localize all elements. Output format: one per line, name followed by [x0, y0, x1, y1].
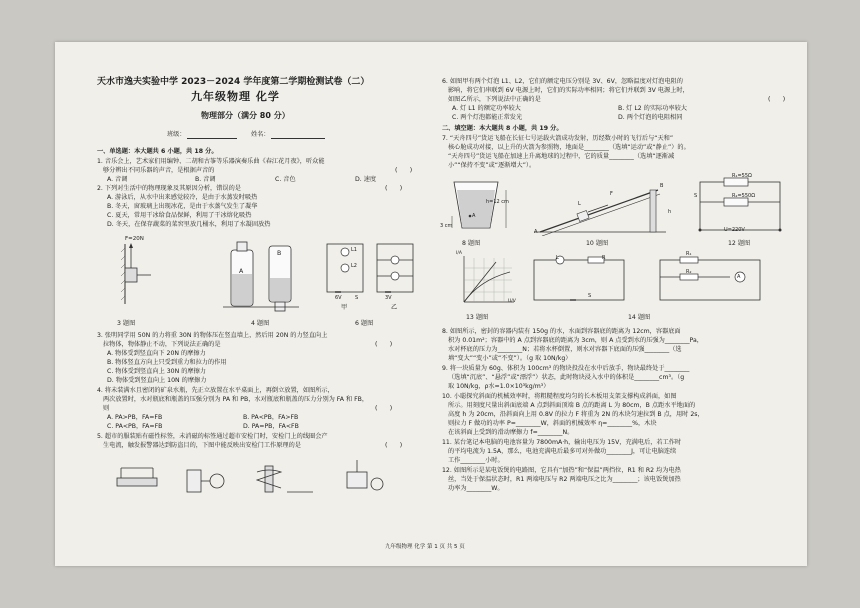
figure-4-caption: 4 题图	[251, 320, 270, 327]
figure-10-point-a: A	[534, 229, 538, 235]
figure-12-caption: 12 题图	[728, 240, 751, 247]
figure-10-incline	[530, 178, 670, 236]
q10-line4: 则拉力 F 做功的功率 P=________W，斜面的机械效率 η=________%，木块	[448, 420, 657, 427]
section1-heading: 一、单选题：本大题共 6 小题，共 18 分。	[97, 148, 218, 155]
figure-6-l2: L2	[351, 263, 357, 269]
name-blank	[271, 138, 325, 139]
figure-6-label-jia: 甲	[341, 304, 348, 311]
answer-bracket: ( )	[375, 341, 393, 348]
figure-14-switch: S	[588, 293, 592, 299]
figure-10-caption: 10 题图	[586, 240, 609, 247]
q4-option-d: D. PA=PB，FA<FB	[243, 423, 299, 430]
figure-6-l1: L1	[351, 247, 357, 253]
left-column	[55, 42, 425, 566]
q3-option-d: D. 物体受到竖直向上 10N 的摩擦力	[107, 377, 207, 384]
q1-line2: 够分辨出不同乐器的声音，是根据声音的	[103, 167, 215, 174]
q6-line1: 6. 如图甲有两个灯泡 L1、L2，它们的额定电压分别是 3V、6V，忽略温度对灯泡电阻的	[442, 78, 683, 85]
figure-6-voltage-b: 3V	[385, 295, 392, 301]
q6-line2: 影响，将它们串联到 6V 电源上时，它们的实际功率相同；将它们并联到 3V 电源上时，	[448, 87, 689, 94]
answer-bracket: ( )	[395, 167, 413, 174]
figure-13-iu-graph	[456, 252, 516, 308]
q10-line3: 高度 h 为 20cm，沿斜面向上用 0.8V 的拉力 F 将重为 2N 的木块匀速拉到 B 点，用时 2s，	[448, 411, 704, 418]
q4-option-a: A. PA>PB，FA=FB	[107, 414, 163, 421]
figure-14-circuits	[530, 252, 770, 312]
q6-line3: 如图乙所示，下列说法中正确的是	[448, 96, 541, 103]
q4-line1: 4. 将未装满水且密闭的矿泉水瓶，先正立放置在水平桌面上，再倒立放置，如图所示，	[97, 387, 334, 394]
figure-4-label-b: B	[277, 250, 282, 257]
right-column	[438, 42, 802, 566]
name-label: 姓名：	[251, 131, 270, 138]
q4-line2: 两次放置时，水对瓶底和瓶盖的压强分别为 PA 和 PB，水对瓶底和瓶盖的压力分别为 FA 和 FB，	[103, 396, 369, 403]
page-footer: 九年级物理 化学 第 1 页 共 5 页	[385, 544, 465, 550]
q4-line3: 则	[103, 405, 110, 412]
q10-line1: 10. 小聪探究斜面的机械效率时，将粗糙程度均匀的长木板用支架支撑构成斜面，如图	[442, 393, 677, 400]
q7-line1: 7. “天舟四号”货运飞船在长征七号运载火箭成功发射，历经数小时的飞行后与“天和”	[442, 135, 674, 142]
figure-6-caption: 6 题图	[355, 320, 374, 327]
q7-line3: “天舟四号”货运飞船在加速上升离地球的过程中，它的质量________（选填“逐渐减	[448, 153, 675, 160]
figure-14-caption: 14 题图	[628, 314, 651, 321]
q8-line1: 8. 如图所示，密封的容器内装有 150g 的水，水面到容器底的距离为 12cm，容器底面	[442, 328, 681, 335]
q9-line1: 9. 将一块质量为 60g、体积为 100cm³ 的物块投没在水中后放手，物块最终处于________	[442, 365, 690, 372]
figure-10-height: h	[668, 209, 672, 215]
figure-8-3cm: 3 cm	[440, 223, 453, 229]
q3-line1: 3. 张明同学用 50N 的力将重 30N 的物体压在竖直墙上，然后用 20N 的力竖直向上	[97, 332, 328, 339]
q9-line3: 取 10N/kg，ρ水=1.0×10³kg/m³）	[448, 383, 550, 390]
figure-12-switch: S	[694, 193, 698, 199]
figure-14-ammeter: A	[737, 274, 741, 280]
answer-bracket: ( )	[385, 442, 403, 449]
q7-line4: 小”“保持不变”或“逐渐增大”）。	[448, 162, 536, 169]
class-blank	[187, 138, 237, 139]
q12-line1: 12. 如图所示是某电饭煲的电路图，它具有“加热”和“保温”两挡位，R1 和 R2 均为电热	[442, 467, 681, 474]
q5-line2: 生电流，触发报警器达到防盗目的，下图中能反映出安检门工作原理的是	[103, 442, 301, 449]
figure-14-r2: R₂	[686, 269, 692, 275]
q2-option-c: C. 夏天，常用干冰给食品保鲜，利用了干冰熔化吸热	[107, 212, 252, 219]
figure-12-r1: R₁=55Ω	[732, 173, 752, 179]
figure-3-caption: 3 题图	[117, 320, 136, 327]
q1-option-d: D. 速度	[355, 176, 377, 183]
answer-bracket: ( )	[385, 185, 403, 192]
q8-line3: 水对杯底的压力为________N；若将水杯倒置，则水对容器下底面的压强________（选	[448, 346, 682, 353]
figure-10-point-b: B	[660, 183, 664, 189]
q6-option-a: A. 灯 L1 的额定功率较大	[452, 105, 521, 112]
figure-8-caption: 8 题图	[462, 240, 481, 247]
figure-3-force-label: F=20N	[125, 236, 144, 242]
q7-line2: 核心舱成功对接，以上升的火箭为参照物，地面是________（选填“运动”或“静止”）的。	[448, 144, 690, 151]
q3-option-c: C. 物体受到竖直向上 30N 的摩擦力	[107, 368, 206, 375]
q1-option-b: B. 音调	[195, 176, 216, 183]
q6-option-d: D. 两个灯泡的电阻相同	[618, 114, 683, 121]
section2-heading: 二、填空题：本大题共 8 小题，共 19 分。	[442, 125, 563, 132]
figure-4-bottles	[223, 232, 299, 316]
figure-3-wall-block	[115, 234, 165, 316]
figure-13-axis-x: U/V	[508, 299, 516, 304]
exam-paper	[55, 42, 807, 566]
q5-line1: 5. 超市的服装贴有磁性标签，未消磁的标签通过超市安检门时，安检门上的线圈会产	[97, 433, 328, 440]
part-title: 物理部分（满分 80 分）	[201, 111, 290, 120]
q11-line1: 11. 某台笔记本电脑的电池容量为 7800mA·h，输出电压为 15V，充满电后，若工作时	[442, 439, 682, 446]
figure-14-r1: R₁	[686, 251, 692, 257]
figure-10-length: L	[578, 201, 581, 207]
answer-bracket: ( )	[768, 96, 786, 103]
q10-line2: 所示。用刻度尺量出斜面底端 A 点到斜面顶端 B 点的距离 L 为 80cm，B 点距水平地面的	[448, 402, 696, 409]
figure-13-caption: 13 题图	[466, 314, 489, 321]
q3-line2: 拉物体，物体静止不动，下列说法正确的是	[103, 341, 221, 348]
answer-bracket: ( )	[375, 405, 393, 412]
q5-option-figures	[107, 454, 407, 504]
q12-line3: 功率为________W。	[448, 485, 504, 492]
q1-line1: 1. 音乐会上，艺术家们用编钟、二胡和古筝等乐器演奏乐曲《春江花月夜》，听众能	[97, 158, 325, 165]
figure-6-label-yi: 乙	[391, 304, 398, 311]
class-label: 班级：	[167, 131, 186, 138]
q10-line5: 在该斜面上受到的滑动摩擦力 f=________N。	[448, 429, 574, 436]
figure-6-voltage-a: 6V	[335, 295, 342, 301]
q9-line2: （选填“沉底”、“悬浮”或“漂浮”）状态，此时物块浸入水中的体积是________cm³。（g	[448, 374, 685, 381]
q6-option-b: B. 灯 L2 的实际功率较大	[618, 105, 687, 112]
figure-13-axis-y: I/A	[456, 251, 462, 256]
figure-8-container	[448, 176, 512, 236]
figure-8-height: h=12 cm	[486, 199, 509, 205]
figure-8-point-a: A	[472, 213, 476, 219]
school-title: 天水市逸夫实验中学 2023－2024 学年度第二学期检测试卷（二）	[97, 77, 370, 87]
figure-10-force: F	[610, 191, 613, 197]
q11-line2: 的平均电流为 1.5A，那么，电池充满电后最多可对外做功________J，可让电脑连续	[448, 448, 677, 455]
q3-option-b: B. 物体竖直方向上只受到重力和拉力的作用	[107, 359, 227, 366]
q8-line4: 填“变大”“变小”或“不变”）。（g 取 10N/kg）	[448, 355, 572, 362]
figure-12-voltage: U=220V	[724, 227, 745, 233]
figure-4-label-a: A	[239, 268, 244, 275]
subject-title: 九年级物理 化学	[191, 90, 280, 103]
figure-6-switch-a: S	[355, 295, 359, 301]
figure-14-resistor: R	[602, 255, 606, 261]
q4-option-c: C. PA<PB，FA=FB	[107, 423, 163, 430]
q6-option-c: C. 两个灯泡都能正常发光	[452, 114, 523, 121]
q1-option-a: A. 音调	[107, 176, 128, 183]
q11-line3: 工作________小时。	[448, 457, 504, 464]
figure-12-r2: R₂=550Ω	[732, 193, 756, 199]
q2-stem: 2. 下列对生活中的物理现象及其原因分析，错误的是	[97, 185, 241, 192]
q3-option-a: A. 物体受到竖直向下 20N 的摩擦力	[107, 350, 206, 357]
q2-option-a: A. 游泳后，从水中出来感觉较冷，是由于水蒸发时吸热	[107, 194, 258, 201]
q1-option-c: C. 音色	[275, 176, 296, 183]
q12-line2: 丝，当处于保温状态时，R1 两端电压与 R2 两端电压之比为________；该电饭煲加热	[448, 476, 681, 483]
q2-option-d: D. 冬天，在保存蔬菜的菜窖里放几桶水，利用了水凝固放热	[107, 221, 271, 228]
q4-option-b: B. PA<PB，FA>FB	[243, 414, 299, 421]
figure-14-lamp: L	[556, 255, 559, 261]
q8-line2: 积为 0.01m²；容器中的 A 点到容器底的距离为 3cm，则 A 点受到水的压强为________Pa，	[448, 337, 703, 344]
q2-option-b: B. 冬天，窗玻璃上出现冰花，是由于水蒸气发生了凝华	[107, 203, 258, 210]
